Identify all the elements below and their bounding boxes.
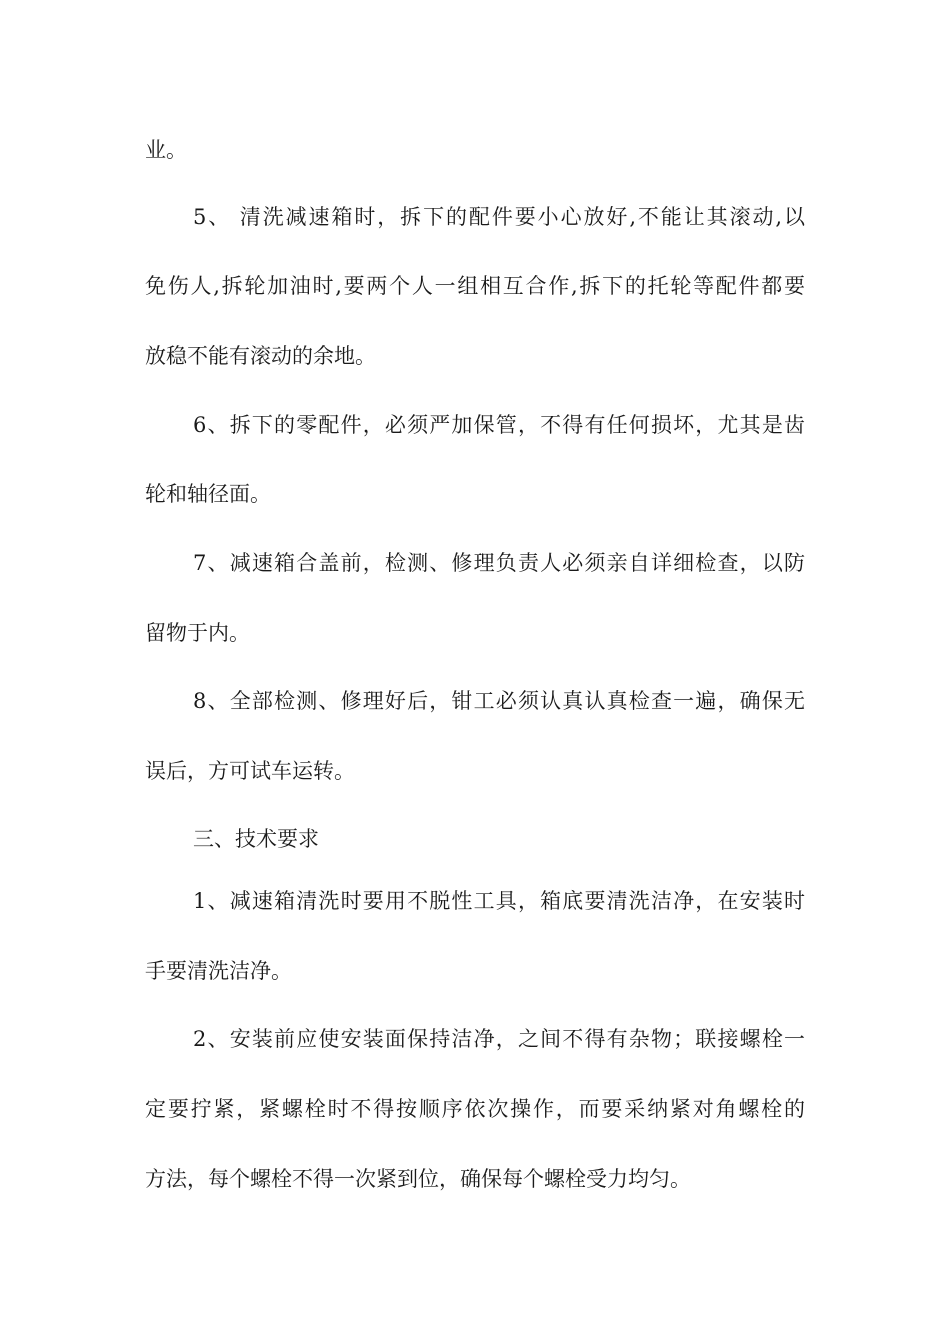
item-5-line-1: 5、 清洗减速箱时，拆下的配件要小心放好,不能让其滚动,以 bbox=[193, 205, 805, 229]
req-2-line-3: 方法，每个螺栓不得一次紧到位，确保每个螺栓受力均匀。 bbox=[145, 1167, 691, 1191]
item-5-line-3: 放稳不能有滚动的余地。 bbox=[145, 344, 376, 368]
req-2-line-2: 定要拧紧，紧螺栓时不得按顺序依次操作，而要采纳紧对角螺栓的 bbox=[145, 1097, 805, 1121]
req-1-line-2: 手要清洗洁净。 bbox=[145, 959, 292, 983]
req-1-line-1: 1、减速箱清洗时要用不脱性工具，箱底要清洗洁净，在安装时 bbox=[193, 889, 805, 913]
item-7-line-2: 留物于内。 bbox=[145, 621, 250, 645]
item-5-line-2: 免伤人,拆轮加油时,要两个人一组相互合作,拆下的托轮等配件都要 bbox=[145, 274, 805, 298]
item-7-line-1: 7、减速箱合盖前，检测、修理负责人必须亲自详细检查，以防 bbox=[193, 551, 805, 575]
req-2-line-1: 2、安装前应使安装面保持洁净，之间不得有杂物；联接螺栓一 bbox=[193, 1027, 805, 1051]
paragraph-4-end: 业。 bbox=[145, 138, 187, 162]
item-6-line-1: 6、拆下的零配件，必须严加保管，不得有任何损坏，尤其是齿 bbox=[193, 413, 805, 437]
item-8-line-2: 误后，方可试车运转。 bbox=[145, 759, 355, 783]
section-heading-technical-requirements: 三、技术要求 bbox=[193, 827, 319, 851]
item-8-line-1: 8、全部检测、修理好后，钳工必须认真认真检查一遍，确保无 bbox=[193, 689, 805, 713]
item-6-line-2: 轮和轴径面。 bbox=[145, 482, 271, 506]
